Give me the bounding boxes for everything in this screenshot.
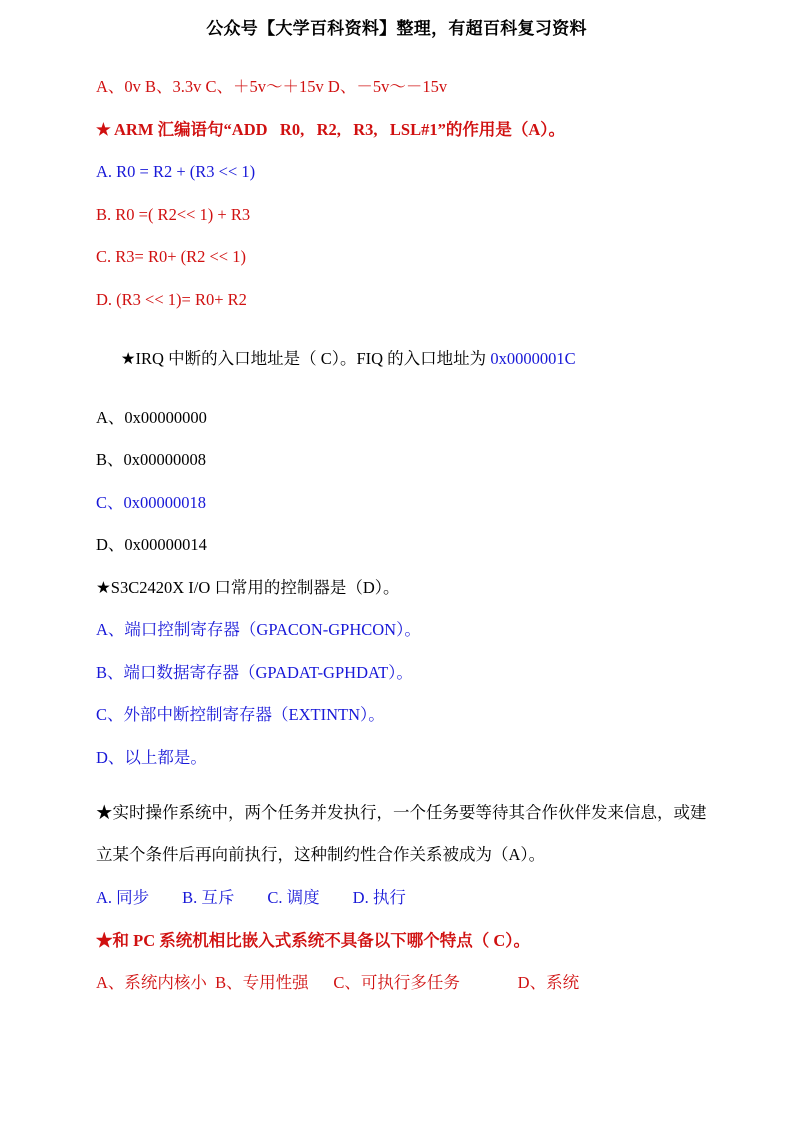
question-rtos-sync: ★实时操作系统中，两个任务并发执行，一个任务要等待其合作伙伴发来信息，或建立某个条件后再向前执行，这种制约性合作关系被成为（A）。 [96,803,707,864]
option-a-irq: A、0x00000000 [96,407,207,427]
question-pc-vs-embedded: ★和 PC 系统机相比嵌入式系统不具备以下哪个特点（ C）。 [96,930,531,950]
question-s3c2420x-io: ★S3C2420X I/O 口常用的控制器是（D）。 [96,577,400,597]
answer-options-voltage: A、0v B、3.3v C、＋5v～＋15v D、－5v～－15v [96,77,448,96]
options-pc-vs-embedded-row: A、系统内核小 B、专用性强 C、可执行多任务 D、系统 [96,973,580,992]
question-irq-text: ★IRQ 中断的入口地址是（ C）。FIQ 的入口地址为 [120,348,491,368]
option-c-extintn: C、外部中断控制寄存器（EXTINTN）。 [96,705,385,724]
option-c-arm: C. R3= R0+ (R2 << 1) [96,247,246,266]
option-d-all-above: D、以上都是。 [96,747,207,767]
fiq-address-value: 0x0000001C [490,348,576,368]
page-header: 公众号【大学百科资料】整理，有超百科复习资料 [206,19,587,38]
option-b-gpadat: B、端口数据寄存器（GPADAT-GPHDAT）。 [96,662,413,682]
question-irq-address [96,334,721,384]
option-a-gpacon: A、端口控制寄存器（GPACON-GPHCON）。 [96,620,421,639]
option-a-arm: A. R0 = R2 + (R3 << 1) [96,162,256,181]
option-b-arm: B. R0 =( R2<< 1) + R3 [96,204,251,224]
option-d-irq: D、0x00000014 [96,535,207,554]
option-b-irq: B、0x00000008 [96,450,207,469]
document-body [0,79,793,992]
question-arm-assembly: ★ ARM 汇编语句“ADD R0, R2, R3, LSL#1”的作用是（A）。 [96,119,566,139]
options-rtos-row: A. 同步 B. 互斥 C. 调度 D. 执行 [96,888,406,907]
option-d-arm: D. (R3 << 1)= R0+ R2 [96,289,247,309]
option-c-irq: C、0x00000018 [96,492,207,512]
